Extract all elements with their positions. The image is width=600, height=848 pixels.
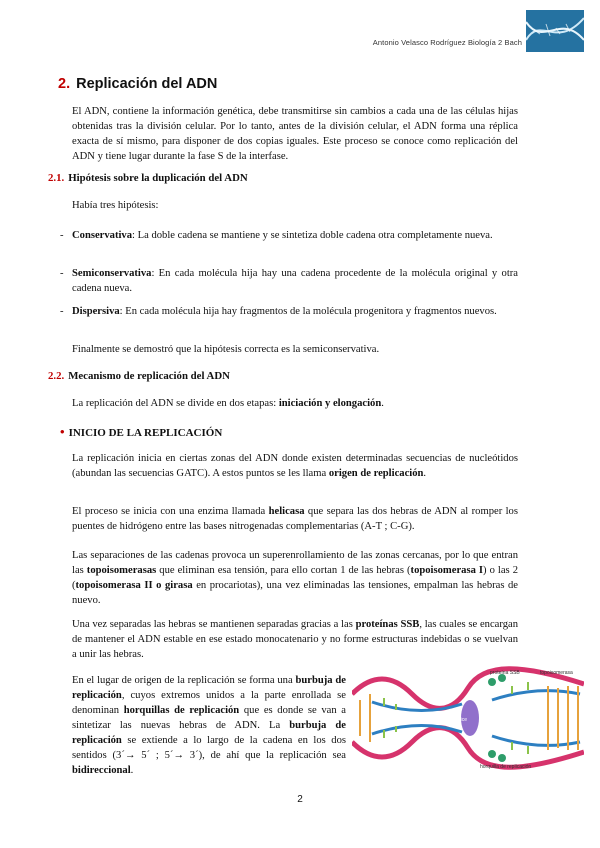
list-dash: - [60,268,64,279]
bold-run: helicasa [268,506,305,517]
text-run: La replicación inicia en ciertas zonas del ADN donde existen determinadas secuencias de nucleótidos (abundan las secuencias GATC). A estos puntos se les llama [72,453,518,479]
figure-label-helicase: hélice [454,717,468,723]
paragraph-topoisomerase [72,548,518,608]
subsection-2-1-title [48,172,248,184]
paragraph-bubble [72,673,346,778]
initiation-heading [60,424,222,440]
bold-run: origen de replicación [328,468,424,479]
hypothesis-item [60,266,518,296]
text-run: Las separaciones de las cadenas provoca un superenrollamiento de las zonas cercanas, por lo que entran las [72,550,518,576]
section-title-text: Replicación del ADN [76,76,218,92]
text-run: se extiende a lo largo de la cadena en los dos sentidos (3´→ 5´ ; 5´→ 3´), de ahí que la replicación sea [72,735,346,761]
paragraph-origin [72,451,518,481]
bold-run: topoisomerasas [86,565,157,576]
figure-label-ssb: proteína SSB [490,670,520,676]
subsection-title-text: Mecanismo de replicación del ADN [68,370,230,382]
paragraph-ssb [72,617,518,662]
initiation-heading-text: INICIO DE LA REPLICACIÓN [68,427,223,439]
hypothesis-text: : En cada molécula hija hay fragmentos de la molécula progenitora y fragmentos nuevos. [119,306,497,317]
text-run: , las cuales se encargan de mantener el ADN estable en ese estado monocatenario y no forme estructuras indebidas o se vuelvan a unir las hebras. [72,619,518,660]
intro-paragraph: El ADN, contiene la información genética, debe transmitirse sin cambios a cada una de las células hijas obtenidas tras la división celular. Por lo tanto, antes de la división celular, el ADN forma una réplica exacta de sí mismo, para disponer de dos copias iguales. Este proceso se conoce como replicación del ADN y tiene lugar durante la fase S de la interfase. [72,106,518,162]
text-run: que es donde se van a sintetizar las nuevas hebras de ADN. La [72,705,346,731]
text-run: En el lugar de origen de la replicación se forma una [72,675,296,686]
text-run: que eliminan esa tensión, para ello cortan 1 de las hebras ( [156,565,411,576]
hypothesis-item [60,228,518,243]
mechanism-lead [72,396,518,411]
text-run: que separa las dos hebras de ADN al romper los puentes de hidrógeno entre las bases nitrogenadas complementarias (A-T ; C-G). [72,506,518,532]
header-logo-image [526,10,584,52]
bold-run: topoisomerasa II o girasa [75,580,193,591]
subsection-number: 2.2. [48,370,65,382]
text-run: ) o las 2 ( [72,565,519,591]
subsection-title-text: Hipótesis sobre la duplicación del ADN [68,172,248,184]
bold-run: iniciación y elongación [278,398,382,409]
section-number: 2. [58,76,71,92]
hypothesis-item [60,304,518,319]
subsection-2-2-title [48,370,230,382]
bold-run: burbuja de replicación [72,720,346,746]
hypothesis-term: Semiconservativa [72,268,152,279]
section-title [58,76,217,92]
text-run: en procariotas), una vez eliminadas las tensiones, empalman las hebras de nuevo. [72,580,519,606]
text-run: , cuyos extremos unidos a la parte enrollada se denominan [72,690,346,716]
text-run: El proceso se inicia con una enzima llamada [72,506,269,517]
bold-run: topoisomerasa I [410,565,484,576]
bold-run: bidireccional [72,765,131,776]
list-dash: - [60,306,64,317]
text-run: . [130,765,134,776]
subsection-number: 2.1. [48,172,65,184]
page-header: Antonio Velasco Rodríguez Biología 2 Bach [372,38,522,47]
bold-run: proteínas SSB [355,619,420,630]
hypothesis-term: Dispersiva [72,306,120,317]
hypotheses-conclusion: Finalmente se demostró que la hipótesis correcta es la semiconservativa. [72,344,380,355]
replication-bubble-figure [352,664,584,772]
figure-label-fork: horquilla de replicación [480,764,532,770]
figure-label-topoisomerase: topoisomerasa [540,670,573,676]
paragraph-helicase [72,504,518,534]
hypothesis-text: : La doble cadena se mantiene y se sintetiza doble cadena otra completamente nueva. [132,230,493,241]
bold-run: horquillas de replicación [123,705,240,716]
bold-run: burbuja de replicación [72,675,346,701]
text-run: La replicación del ADN se divide en dos etapas: [72,398,279,409]
page-number: 2 [297,794,303,805]
hypotheses-lead: Había tres hipótesis: [72,200,159,211]
bullet-icon: • [60,424,65,439]
text-run: . [381,398,384,409]
text-run: Una vez separadas las hebras se mantienen separadas gracias a las [72,619,356,630]
hypothesis-text: : En cada molécula hija hay una cadena procedente de la molécula original y otra cadena nueva. [72,268,518,294]
list-dash: - [60,230,64,241]
text-run: . [423,468,427,479]
hypothesis-term: Conservativa [72,230,133,241]
